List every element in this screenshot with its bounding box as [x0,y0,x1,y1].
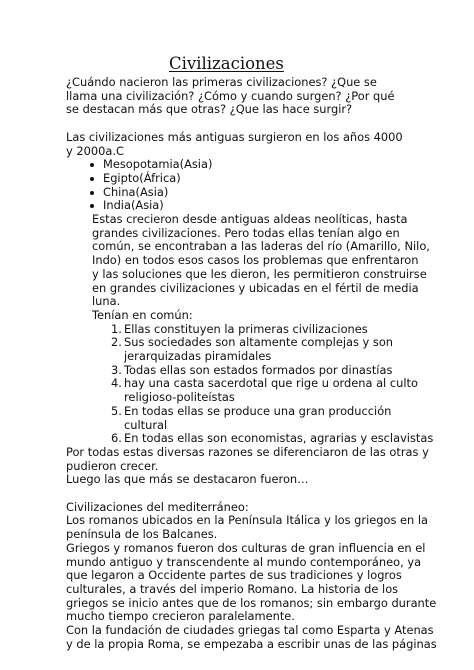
document-body [66,76,466,652]
common-traits-list [66,323,466,446]
item-text: Sus sociedades son altamente complejas y son jerarquizadas piramidales [124,335,394,364]
list-item [111,405,466,432]
paragraph-gap [66,487,466,501]
intro-questions: ¿Cuándo nacieron las primeras civilizaciones? ¿Que se llama una civilización? ¿Cómo y cuando surgen? ¿Por qué se destacan más que otras? ¿Que las hace surgir? [66,75,395,117]
item-text: hay una casta sacerdotal que rige u ordena al culto religioso-politeístas [124,376,418,405]
civilizations-description: Estas crecieron desde antiguas aldeas neolíticas, hasta grandes civilizaciones. Pero todas ellas tenían algo en común, se encontraban a las laderas del río (Amarillo, Nilo, Indo) en todos esos casos los problemas que enfrentaron y las soluciones que les dieron, les permitieron construirse en grandes civilizaciones y ubicadas en el fértil de media luna. [92,212,430,309]
item-number: 2. [111,335,122,350]
item-text: En todas ellas son economistas, agrarias y esclavistas [124,431,434,446]
mediterranean-heading: Civilizaciones del mediterráneo: [66,499,249,514]
item-number: 3. [111,362,122,377]
document-title: Civilizaciones [169,54,284,73]
item-text: En todas ellas se produce una gran producción cultural [124,403,392,432]
item-text: Ellas constituyen la primeras civilizaciones [124,321,368,336]
common-heading: Tenían en común: [92,307,193,322]
mediterranean-paragraph: Los romanos ubicados en la Península Itálica y los griegos en la península de los Balcanes. Griegos y romanos fueron dos culturas de gran influencia en el mundo antiguo y transcendente al mundo contemporáneo, ya que legaron a Occidente partes de sus tradiciones y logros culturales, a través del imperio Romano. La historia de los griegos se inicio antes que de los romanos; sin embargo durante mucho tiempo crecieron paralelamente. Con la fundación de ciudades griegas tal como Esparta y Atenas y de la propia Roma, se empezaba a escribir unas de las páginas [66,513,437,651]
list-item [111,336,466,363]
list-item: Egipto(África) [90,172,466,186]
item-text: Todas ellas son estados formados por dinastías [124,362,393,377]
list-item: China(Asia) [90,186,466,200]
list-item [111,364,466,378]
item-number: 1. [111,321,122,336]
conclusion-paragraph: Por todas estas diversas razones se diferenciaron de las otras y pudieron crecer. Luego las que más se destacaron fueron… [66,444,429,487]
list-item [111,432,466,446]
list-item: Mesopotamia(Asia) [90,158,466,172]
civilizations-list [66,158,466,213]
list-item [111,323,466,337]
paragraph-gap [66,117,466,131]
item-number: 5. [111,403,122,418]
item-number: 4. [111,376,122,391]
list-item [111,377,466,404]
item-number: 6. [111,431,122,446]
ancient-civilizations-paragraph: Las civilizaciones más antiguas surgieron en los años 4000 y 2000a.C [66,129,403,158]
list-item: India(Asia) [90,199,466,213]
